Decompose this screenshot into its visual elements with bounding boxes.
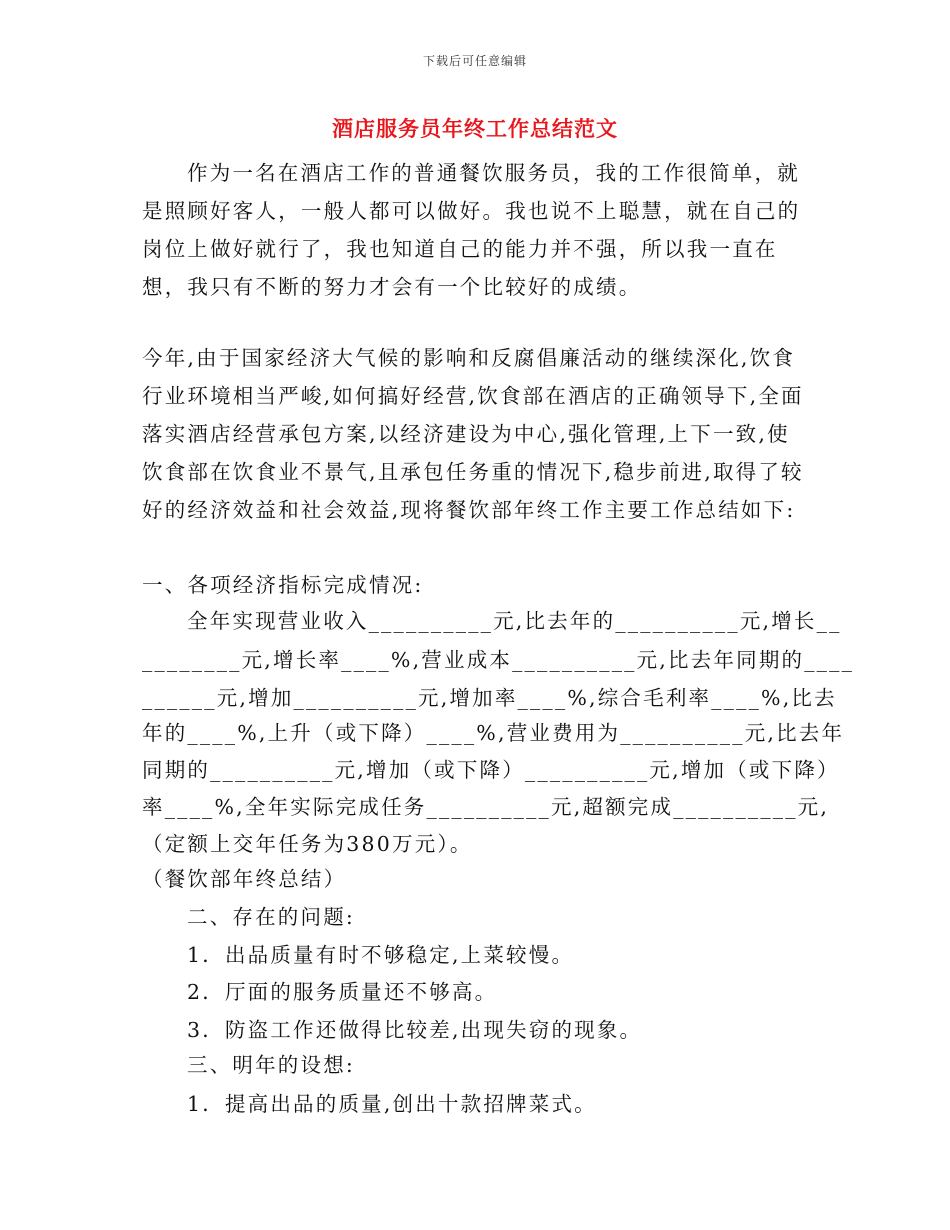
- section-heading-plans: 三、明年的设想:: [187, 1053, 356, 1077]
- overview-paragraph: 今年,由于国家经济大气候的影响和反腐倡廉活动的继续深化,饮食行业环境相当严峻,如何搞好经营,饮食部在酒店的正确领导下,全面落实酒店经营承包方案,以经济建设为中心,强化管理,上下一致,使饮食部在饮食业不景气,且承包任务重的情况下,稳步前进,取得了较好的经济效益和社会效益,现将餐饮部年终工作主要工作总结如下:: [142, 346, 804, 522]
- problem-item: 2．厅面的服务质量还不够高。: [187, 980, 498, 1004]
- indicator-line: 同期的__________元,增加（或下降）__________元,增加（或下降）: [142, 758, 840, 782]
- problem-item: 3．防盗工作还做得比较差,出现失窃的现象。: [187, 1018, 643, 1042]
- section-heading-indicators: 一、各项经济指标完成情况:: [142, 573, 424, 597]
- indicator-line: 全年实现营业收入__________元,比去年的__________元,增长__: [187, 609, 842, 633]
- section-heading-problems: 二、存在的问题:: [187, 905, 356, 929]
- intro-paragraph: 作为一名在酒店工作的普通餐饮服务员，我的工作很简单，就是照顾好客人，一般人都可以做好。我也说不上聪慧，就在自己的岗位上做好就行了，我也知道自己的能力并不强，所以我一直在想，我只有不断的努力才会有一个比较好的成绩。: [142, 161, 801, 299]
- problem-item: 1．出品质量有时不够稳定,上菜较慢。: [187, 943, 575, 967]
- indicator-line: 年的____%,上升（或下降）____%,营业费用为__________元,比去年: [142, 721, 845, 745]
- plan-item: 1．提高出品的质量,创出十款招牌菜式。: [187, 1092, 597, 1116]
- indicator-line: ______元,增加__________元,增加率____%,综合毛利率____%,比去: [142, 686, 837, 710]
- summary-note: （餐饮部年终总结）: [142, 867, 347, 891]
- document-title: 酒店服务员年终工作总结范文: [332, 116, 618, 141]
- indicator-line: ________元,增长率____%,营业成本__________元,比去年同期的____: [142, 648, 855, 672]
- page-header: 下载后可任意编辑: [422, 54, 527, 68]
- indicator-line: 率____%,全年实际完成任务__________元,超额完成__________元,: [142, 795, 830, 819]
- indicator-line: （定额上交年任务为380万元）。: [142, 832, 473, 856]
